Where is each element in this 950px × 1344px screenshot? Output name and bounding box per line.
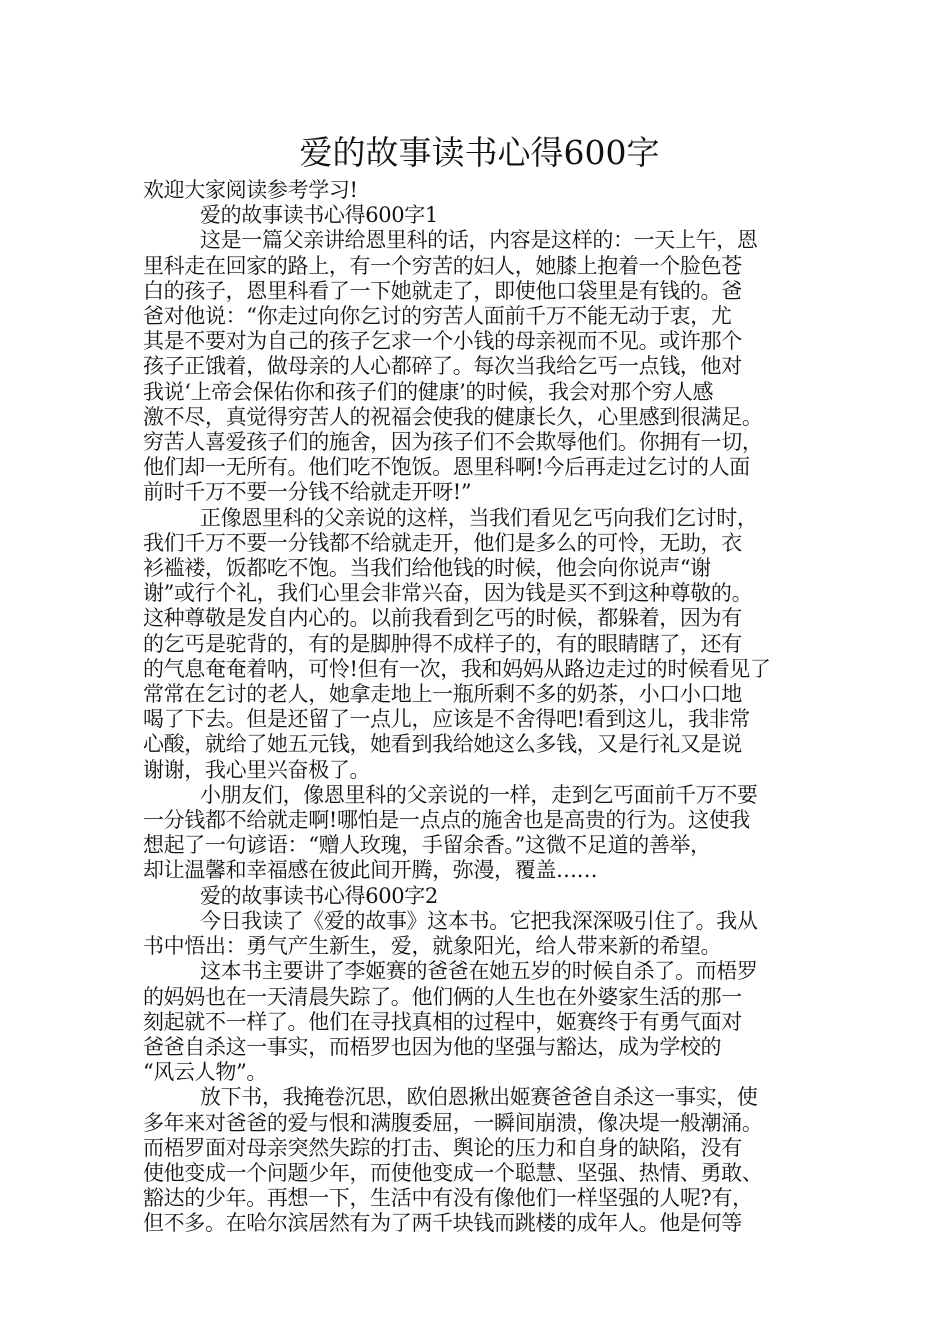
text-line: 前时千万不要一分钱不给就走开呀!” — [143, 480, 472, 505]
text-line: 而梧罗面对母亲突然失踪的打击、舆论的压力和自身的缺陷，没有 — [143, 1135, 742, 1160]
text-line: 这是一篇父亲讲给恩里科的话，内容是这样的：一天上午，恩 — [200, 228, 758, 253]
text-line: “风云人物”。 — [143, 1060, 268, 1085]
text-line: 白的孩子，恩里科看了一下她就走了，即使他口袋里是有钱的。爸 — [143, 278, 742, 303]
text-line: 喝了下去。但是还留了一点儿，应该是不舍得吧!看到这儿，我非常 — [143, 707, 750, 732]
page-title: 爱的故事读书心得600字 — [299, 133, 660, 172]
text-line: 豁达的少年。再想一下，生活中有没有像他们一样坚强的人呢?有， — [143, 1186, 753, 1211]
text-line: 刻起就不一样了。他们在寻找真相的过程中，姬赛终于有勇气面对 — [143, 1009, 742, 1034]
body-text — [143, 178, 808, 1237]
text-line: 欢迎大家阅读参考学习! — [143, 178, 358, 202]
text-line: 心酸，就给了她五元钱，她看到我给她这么多钱，又是行礼又是说 — [143, 732, 742, 757]
text-line: 的妈妈也在一天清晨失踪了。他们俩的人生也在外婆家生活的那一 — [143, 984, 742, 1009]
text-line: 衫褴褛，饭都吃不饱。当我们给他钱的时候，他会向你说声“谢 — [143, 556, 711, 581]
text-line: 爸对他说：“你走过向你乞讨的穷苦人面前千万不能无动于衷，尤 — [143, 304, 732, 329]
text-line: 的乞丐是驼背的，有的是脚肿得不成样子的，有的眼睛瞎了，还有 — [143, 631, 742, 656]
text-line: 这种尊敬是发自内心的。以前我看到乞丐的时候，都躲着，因为有 — [143, 606, 742, 631]
text-line: 多年来对爸爸的爱与恨和满腹委屈，一瞬间崩溃，像决堤一般潮涌。 — [143, 1110, 763, 1135]
text-line: 爱的故事读书心得600字2 — [200, 883, 438, 908]
text-line: 但不多。在哈尔滨居然有为了两千块钱而跳楼的成年人。他是何等 — [143, 1211, 742, 1236]
text-line: 我们千万不要一分钱都不给就走开，他们是多么的可怜，无助，衣 — [143, 530, 742, 555]
text-line: 穷苦人喜爱孩子们的施舍，因为孩子们不会欺辱他们。你拥有一切， — [143, 430, 763, 455]
text-line: 一分钱都不给就走啊!哪怕是一点点的施舍也是高贵的行为。这使我 — [143, 808, 750, 833]
text-line: 这本书主要讲了李姬赛的爸爸在她五岁的时候自杀了。而梧罗 — [200, 959, 758, 984]
text-line: 却让温馨和幸福感在彼此间开腾，弥漫，覆盖…… — [143, 858, 598, 883]
text-line: 小朋友们，像恩里科的父亲说的一样，走到乞丐面前千万不要 — [200, 782, 758, 807]
text-line: 今日我读了《爱的故事》这本书。它把我深深吸引住了。我从 — [200, 908, 758, 933]
text-line: 爱的故事读书心得600字1 — [200, 203, 438, 228]
text-line: 其是不要对为自己的孩子乞求一个小钱的母亲视而不见。或许那个 — [143, 329, 742, 354]
text-line: 孩子正饿着，做母亲的人心都碎了。每次当我给乞丐一点钱，他对 — [143, 354, 742, 379]
text-line: 爸爸自杀这一事实，而梧罗也因为他的坚强与豁达，成为学校的 — [143, 1034, 722, 1059]
text-line: 正像恩里科的父亲说的这样，当我们看见乞丐向我们乞讨时， — [200, 505, 758, 530]
text-line: 谢”或行个礼，我们心里会非常兴奋，因为钱是买不到这种尊敬的。 — [143, 581, 753, 606]
text-line: 想起了一句谚语：“赠人玫瑰，手留余香。”这微不足道的善举， — [143, 833, 711, 858]
text-line: 我说‘上帝会保佑你和孩子们的健康’的时候，我会对那个穷人感 — [143, 379, 714, 404]
text-line: 激不尽，真觉得穷苦人的祝福会使我的健康长久，心里感到很满足。 — [143, 404, 763, 429]
document-body — [143, 128, 808, 1237]
text-line: 里科走在回家的路上，有一个穷苦的妇人，她膝上抱着一个脸色苍 — [143, 253, 742, 278]
text-line: 谢谢，我心里兴奋极了。 — [143, 757, 371, 782]
text-line: 使他变成一个问题少年，而使他变成一个聪慧、坚强、热情、勇敢、 — [143, 1160, 763, 1185]
text-line: 常常在乞讨的老人，她拿走地上一瓶所剩不多的奶茶，小口小口地 — [143, 682, 742, 707]
text-line: 他们却一无所有。他们吃不饱饭。恩里科啊!今后再走过乞讨的人面 — [143, 455, 750, 480]
text-line: 放下书，我掩卷沉思，欧伯恩揪出姬赛爸爸自杀这一事实，使 — [200, 1085, 758, 1110]
text-line: 的气息奄奄着呐，可怜!但有一次，我和妈妈从路边走过的时候看见了 — [143, 656, 771, 681]
text-line: 书中悟出：勇气产生新生，爱，就象阳光，给人带来新的希望。 — [143, 934, 722, 959]
